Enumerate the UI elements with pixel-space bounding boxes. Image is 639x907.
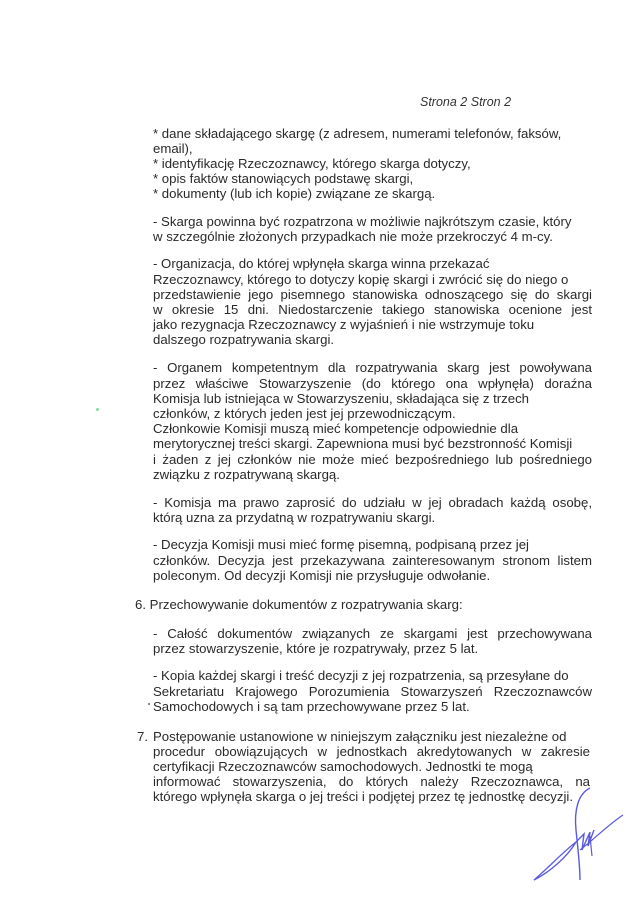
- signature: [528, 780, 628, 890]
- paragraph-line: - Skarga powinna być rozpatrzona w możliwie najkrótszym czasie, który: [153, 214, 572, 229]
- stray-mark: [148, 703, 150, 705]
- paragraph-line: Rzeczoznawcy, którego to dotyczy kopię skargi i zwrócić się do niego o: [153, 272, 569, 287]
- list-item: * identyfikację Rzeczoznawcy, którego skarga dotyczy,: [153, 156, 471, 171]
- paragraph-line: informować stowarzyszenia, do których należy Rzeczoznawca, na: [153, 774, 590, 789]
- paragraph-line: procedur obowiązujących w jednostkach akredytowanych w zakresie: [153, 744, 590, 759]
- paragraph-line: poleconym. Od decyzji Komisji nie przysługuje odwołanie.: [153, 568, 491, 583]
- list-item: * dokumenty (lub ich kopie) związane ze skargą.: [153, 186, 436, 201]
- section-heading: 6. Przechowywanie dokumentów z rozpatrywania skarg:: [135, 597, 463, 612]
- paragraph-line: - Decyzja Komisji musi mieć formę pisemną, podpisaną przez jej: [153, 537, 529, 552]
- page-header: Strona 2 Stron 2: [420, 95, 512, 109]
- paragraph-line: - Organizacja, do której wpłynęła skarga winna przekazać: [153, 256, 490, 271]
- paragraph-line: związku z rozpatrywaną skargą.: [153, 467, 340, 482]
- paragraph-line: - Kopia każdej skargi i treść decyzji z jej rozpatrzenia, są przesyłane do: [153, 668, 569, 683]
- paragraph-line: w okresie 15 dni. Niedostarczenie takiego stanowiska ocenione jest: [153, 302, 592, 317]
- paragraph-line: dalszego rozpatrywania skargi.: [153, 332, 335, 347]
- paragraph-line: Członkowie Komisji muszą mieć kompetencje odpowiednie dla: [153, 421, 519, 436]
- paragraph-line: Samochodowych i są tam przechowywane przez 5 lat.: [153, 699, 470, 714]
- paragraph-line: Sekretariatu Krajowego Porozumienia Stowarzyszeń Rzeczoznawców: [153, 684, 592, 699]
- list-item: * opis faktów stanowiących podstawę skargi,: [153, 171, 414, 186]
- paragraph-line: Komisja lub istniejąca w Stowarzyszeniu, składająca się z trzech: [153, 391, 530, 406]
- list-item: email),: [153, 141, 193, 156]
- paragraph-line: merytorycznej treści skargi. Zapewniona musi być bezstronność Komisji: [153, 436, 573, 451]
- paragraph-line: - Całość dokumentów związanych ze skargami jest przechowywana: [153, 626, 592, 641]
- paragraph-line: którego wpłynęła skarga o jej treści i podjętej przez tę jednostkę decyzji.: [153, 789, 574, 804]
- paragraph-line: w szczególnie złożonych przypadkach nie może przekroczyć 4 m-cy.: [153, 229, 553, 244]
- paragraph-line: Postępowanie ustanowione w niniejszym załączniku jest niezależne od: [153, 729, 567, 744]
- paragraph-line: certyfikacji Rzeczoznawców samochodowych. Jednostki te mogą: [153, 759, 533, 774]
- paragraph-line: przez właściwe Stowarzyszenie (do którego ona wpłynęła) doraźna: [153, 376, 592, 391]
- green-dot-mark: [96, 408, 99, 411]
- paragraph-line: jako rezygnacja Rzeczoznawcy z wyjaśnień i nie wstrzymuje toku: [153, 317, 535, 332]
- paragraph-line: członków. Decyzja jest przekazywana zainteresowanym stronom listem: [153, 553, 592, 568]
- section-number: 7.: [137, 729, 148, 744]
- paragraph-line: - Komisja ma prawo zaprosić do udziału w jej obradach każdą osobę,: [153, 495, 592, 510]
- list-item: * dane składającego skargę (z adresem, numerami telefonów, faksów,: [153, 126, 562, 141]
- paragraph-line: - Organem kompetentnym dla rozpatrywania skarg jest powoływana: [153, 360, 592, 375]
- paragraph-line: członków, z których jeden jest jej przewodniczącym.: [153, 406, 456, 421]
- paragraph-line: przez stowarzyszenie, które je rozpatrywały, przez 5 lat.: [153, 641, 479, 656]
- paragraph-line: przedstawienie jego pisemnego stanowiska odnoszącego się do skargi: [153, 287, 592, 302]
- paragraph-line: którą uzna za przydatną w rozpatrywaniu skargi.: [153, 510, 436, 525]
- paragraph-line: i żaden z jej członków nie może mieć bezpośredniego lub pośredniego: [153, 452, 592, 467]
